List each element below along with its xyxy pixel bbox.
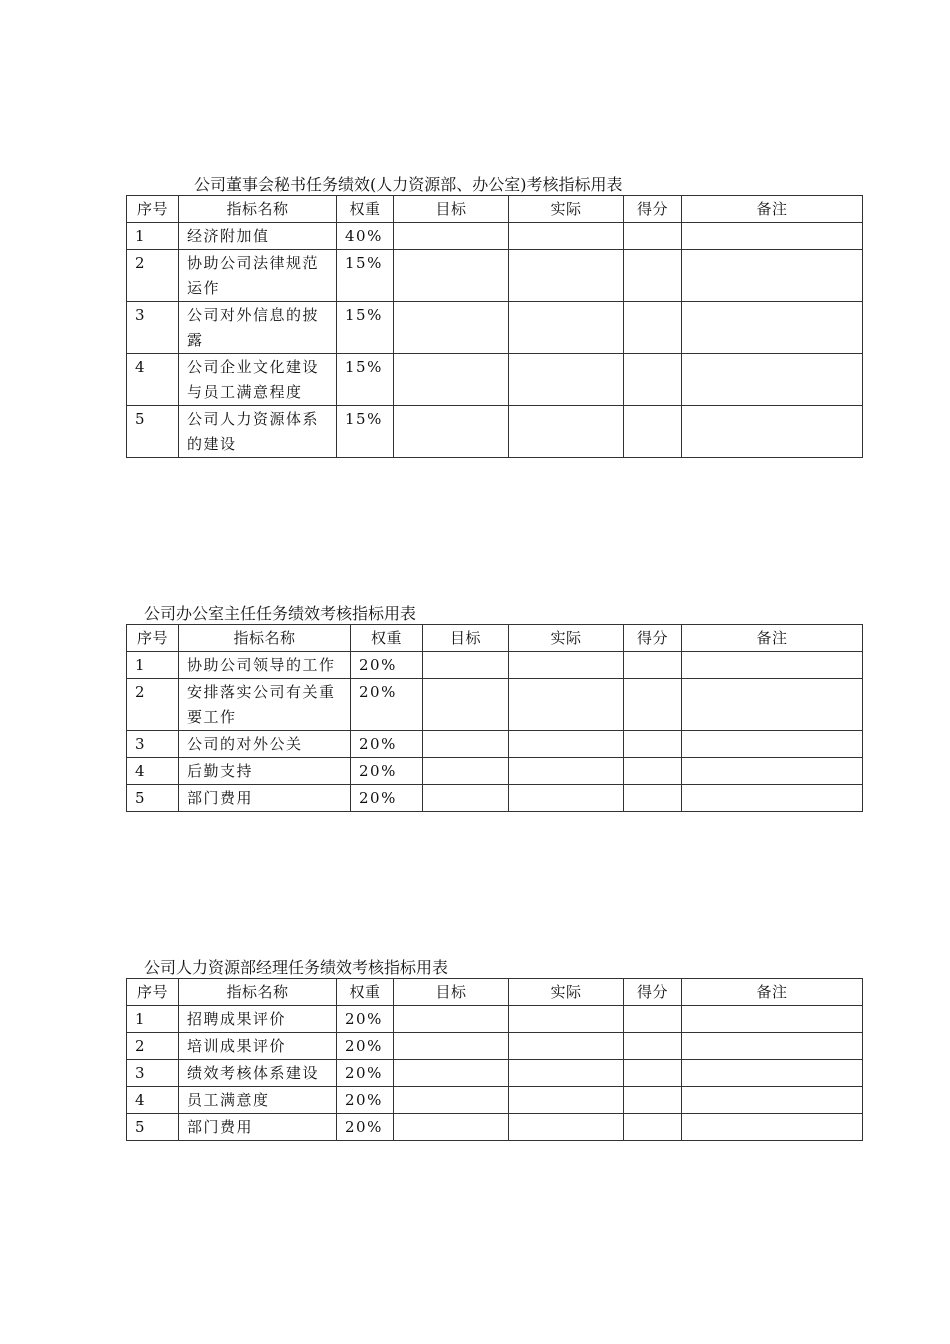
row-remarks-cell xyxy=(682,679,863,731)
kpi-section-office-director xyxy=(126,604,863,812)
header-target: 目标 xyxy=(394,979,509,1006)
row-target-cell xyxy=(394,1114,509,1141)
row-indicator-name: 后勤支持 xyxy=(179,758,351,785)
header-score: 得分 xyxy=(624,979,682,1006)
header-score: 得分 xyxy=(624,625,682,652)
row-no: 1 xyxy=(127,223,179,250)
table-row xyxy=(127,250,863,302)
row-weight: 20% xyxy=(351,652,423,679)
row-actual-cell xyxy=(509,223,624,250)
kpi-table xyxy=(126,624,863,812)
row-actual-cell xyxy=(509,1087,624,1114)
table-row xyxy=(127,1060,863,1087)
row-remarks-cell xyxy=(682,406,863,458)
row-no: 5 xyxy=(127,406,179,458)
row-no: 3 xyxy=(127,1060,179,1087)
row-no: 4 xyxy=(127,354,179,406)
row-remarks-cell xyxy=(682,250,863,302)
row-actual-cell xyxy=(509,1114,624,1141)
header-target: 目标 xyxy=(423,625,509,652)
row-remarks-cell xyxy=(682,785,863,812)
row-actual-cell xyxy=(509,758,624,785)
table-row xyxy=(127,1114,863,1141)
header-score: 得分 xyxy=(624,196,682,223)
table-row xyxy=(127,1006,863,1033)
header-remarks: 备注 xyxy=(682,625,863,652)
row-weight: 20% xyxy=(337,1114,394,1141)
row-remarks-cell xyxy=(682,354,863,406)
row-target-cell xyxy=(394,250,509,302)
row-target-cell xyxy=(394,1006,509,1033)
row-score-cell xyxy=(624,785,682,812)
row-weight: 20% xyxy=(351,785,423,812)
table-row xyxy=(127,1087,863,1114)
row-actual-cell xyxy=(509,302,624,354)
row-no: 2 xyxy=(127,250,179,302)
row-actual-cell xyxy=(509,1060,624,1087)
row-score-cell xyxy=(624,1114,682,1141)
row-no: 4 xyxy=(127,1087,179,1114)
row-indicator-name: 绩效考核体系建设 xyxy=(179,1060,337,1087)
header-no: 序号 xyxy=(127,625,179,652)
row-actual-cell xyxy=(509,731,624,758)
table-row xyxy=(127,785,863,812)
row-indicator-name: 公司对外信息的披露 xyxy=(179,302,337,354)
row-no: 1 xyxy=(127,1006,179,1033)
row-remarks-cell xyxy=(682,1006,863,1033)
header-actual: 实际 xyxy=(509,196,624,223)
row-weight: 40% xyxy=(337,223,394,250)
row-score-cell xyxy=(624,731,682,758)
table-row xyxy=(127,223,863,250)
header-no: 序号 xyxy=(127,979,179,1006)
kpi-section-board-secretary xyxy=(126,175,863,458)
table-row xyxy=(127,652,863,679)
row-remarks-cell xyxy=(682,223,863,250)
kpi-table xyxy=(126,195,863,458)
row-weight: 20% xyxy=(337,1033,394,1060)
kpi-table xyxy=(126,978,863,1141)
table-header-row xyxy=(127,625,863,652)
row-weight: 20% xyxy=(351,758,423,785)
header-weight: 权重 xyxy=(351,625,423,652)
row-indicator-name: 部门费用 xyxy=(179,1114,337,1141)
header-remarks: 备注 xyxy=(682,196,863,223)
row-indicator-name: 培训成果评价 xyxy=(179,1033,337,1060)
row-indicator-name: 员工满意度 xyxy=(179,1087,337,1114)
row-target-cell xyxy=(423,652,509,679)
header-name: 指标名称 xyxy=(179,196,337,223)
row-target-cell xyxy=(423,758,509,785)
row-remarks-cell xyxy=(682,1060,863,1087)
row-target-cell xyxy=(423,785,509,812)
table-row xyxy=(127,354,863,406)
row-indicator-name: 协助公司法律规范运作 xyxy=(179,250,337,302)
table-row xyxy=(127,679,863,731)
row-weight: 20% xyxy=(351,679,423,731)
row-weight: 15% xyxy=(337,354,394,406)
row-no: 3 xyxy=(127,731,179,758)
row-target-cell xyxy=(394,354,509,406)
row-target-cell xyxy=(423,731,509,758)
row-target-cell xyxy=(394,1060,509,1087)
row-target-cell xyxy=(394,1033,509,1060)
row-target-cell xyxy=(423,679,509,731)
row-remarks-cell xyxy=(682,1114,863,1141)
row-indicator-name: 经济附加值 xyxy=(179,223,337,250)
row-score-cell xyxy=(624,406,682,458)
row-weight: 20% xyxy=(351,731,423,758)
row-score-cell xyxy=(624,1087,682,1114)
row-actual-cell xyxy=(509,1033,624,1060)
row-score-cell xyxy=(624,354,682,406)
row-actual-cell xyxy=(509,250,624,302)
row-score-cell xyxy=(624,1060,682,1087)
row-indicator-name: 协助公司领导的工作 xyxy=(179,652,351,679)
row-no: 2 xyxy=(127,679,179,731)
row-target-cell xyxy=(394,1087,509,1114)
row-target-cell xyxy=(394,406,509,458)
kpi-section-hr-manager xyxy=(126,958,863,1141)
row-remarks-cell xyxy=(682,652,863,679)
row-score-cell xyxy=(624,679,682,731)
row-actual-cell xyxy=(509,652,624,679)
row-actual-cell xyxy=(509,785,624,812)
row-indicator-name: 部门费用 xyxy=(179,785,351,812)
row-indicator-name: 公司企业文化建设与员工满意程度 xyxy=(179,354,337,406)
header-weight: 权重 xyxy=(337,979,394,1006)
row-remarks-cell xyxy=(682,1033,863,1060)
header-name: 指标名称 xyxy=(179,625,351,652)
header-remarks: 备注 xyxy=(682,979,863,1006)
header-name: 指标名称 xyxy=(179,979,337,1006)
header-target: 目标 xyxy=(394,196,509,223)
row-indicator-name: 公司的对外公关 xyxy=(179,731,351,758)
row-weight: 15% xyxy=(337,406,394,458)
table-header-row xyxy=(127,196,863,223)
row-score-cell xyxy=(624,223,682,250)
table-row xyxy=(127,302,863,354)
row-no: 5 xyxy=(127,785,179,812)
row-no: 2 xyxy=(127,1033,179,1060)
header-no: 序号 xyxy=(127,196,179,223)
row-remarks-cell xyxy=(682,1087,863,1114)
row-weight: 20% xyxy=(337,1087,394,1114)
row-weight: 20% xyxy=(337,1060,394,1087)
row-indicator-name: 公司人力资源体系的建设 xyxy=(179,406,337,458)
row-target-cell xyxy=(394,223,509,250)
row-remarks-cell xyxy=(682,302,863,354)
row-weight: 15% xyxy=(337,302,394,354)
header-actual: 实际 xyxy=(509,625,624,652)
table-title: 公司办公室主任任务绩效考核指标用表 xyxy=(144,604,417,623)
row-score-cell xyxy=(624,1033,682,1060)
row-no: 1 xyxy=(127,652,179,679)
row-target-cell xyxy=(394,302,509,354)
header-actual: 实际 xyxy=(509,979,624,1006)
table-row xyxy=(127,758,863,785)
row-score-cell xyxy=(624,250,682,302)
row-no: 3 xyxy=(127,302,179,354)
row-actual-cell xyxy=(509,406,624,458)
row-score-cell xyxy=(624,652,682,679)
table-row xyxy=(127,406,863,458)
row-no: 4 xyxy=(127,758,179,785)
header-weight: 权重 xyxy=(337,196,394,223)
row-score-cell xyxy=(624,758,682,785)
row-actual-cell xyxy=(509,354,624,406)
table-title: 公司人力资源部经理任务绩效考核指标用表 xyxy=(144,958,449,977)
table-row xyxy=(127,1033,863,1060)
row-score-cell xyxy=(624,1006,682,1033)
row-weight: 15% xyxy=(337,250,394,302)
row-indicator-name: 招聘成果评价 xyxy=(179,1006,337,1033)
row-weight: 20% xyxy=(337,1006,394,1033)
row-remarks-cell xyxy=(682,731,863,758)
table-row xyxy=(127,731,863,758)
row-no: 5 xyxy=(127,1114,179,1141)
table-header-row xyxy=(127,979,863,1006)
row-remarks-cell xyxy=(682,758,863,785)
row-indicator-name: 安排落实公司有关重要工作 xyxy=(179,679,351,731)
row-actual-cell xyxy=(509,679,624,731)
row-actual-cell xyxy=(509,1006,624,1033)
table-title: 公司董事会秘书任务绩效(人力资源部、办公室)考核指标用表 xyxy=(194,175,623,194)
row-score-cell xyxy=(624,302,682,354)
